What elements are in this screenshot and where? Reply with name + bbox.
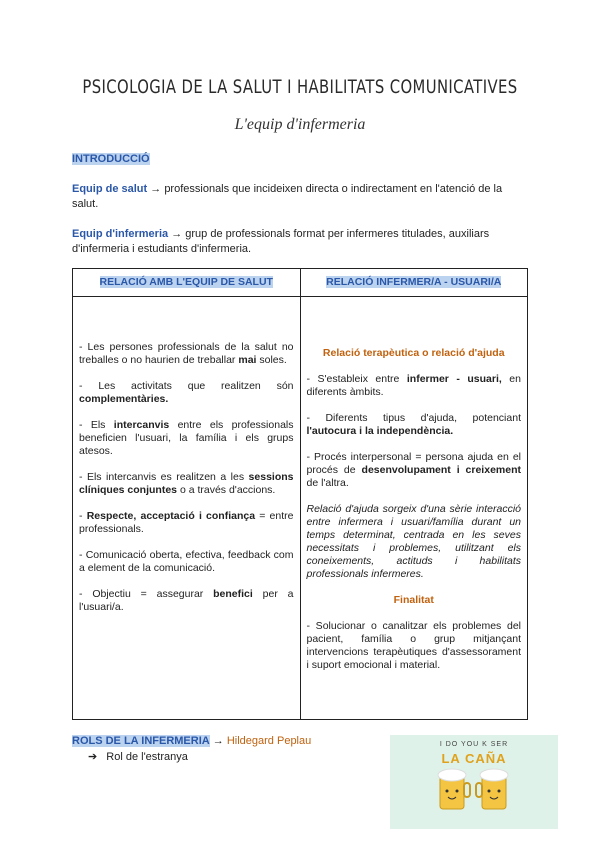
intro-heading-text: INTRODUCCIÓ	[72, 153, 150, 165]
right-subheading: Relació terapèutica o relació d'ajuda	[322, 347, 505, 359]
intro-heading	[72, 153, 150, 165]
intro-paragraph-equip-infermeria: Equip d'infermeria → grup de professionals format per infermeres titulades, auxiliars d'infermeria i estudiants d'infermeria.	[72, 228, 490, 255]
definition-equip-infermeria: grup de professionals format per infermeres titulades, auxiliars d'infermeria i estudiants d'infermeria.	[72, 228, 490, 255]
page-title: PSICOLOGIA DE LA SALUT I HABILITATS COMUNICATIVES	[82, 76, 518, 98]
right-column-cell	[300, 297, 528, 720]
definition-paragraph: Relació d'ajuda sorgeix d'una sèrie interacció entre infermera i usuari/família durant un temps determinat, centrada en les seves necessitats i problemes, utilitzant els coneixements, actituds i habilitats professionals infermeres.	[306, 503, 521, 580]
rols-heading-text: ROLS DE LA INFERMERIA	[72, 735, 210, 747]
relations-table	[72, 268, 528, 720]
term-equip-salut: Equip de salut	[72, 183, 148, 195]
left-column-cell	[73, 297, 301, 720]
arrow-icon: ➔	[88, 751, 98, 763]
rols-heading: ROLS DE LA INFERMERIA → Hildegard Peplau	[72, 735, 312, 747]
page-subtitle: L'equip d'infermeria	[234, 116, 366, 133]
list-item: - Diferents tipus d'ajuda, potenciant l'autocura i la independència.	[306, 412, 521, 437]
finalitat-text: - Solucionar o canalitzar els problemes del pacient, família o grup mitjançant intervencions terapèutiques d'assessorament i suport emocional i material.	[306, 620, 521, 671]
beer-mugs-icon	[390, 735, 558, 829]
list-item: - Les activitats que realitzen són complementàries.	[79, 380, 294, 405]
list-item: - Els intercanvis es realitzen a les sessions clíniques conjuntes o a través d'accions.	[79, 471, 294, 496]
list-item: - Respecte, acceptació i confiança = entre professionals.	[79, 510, 294, 535]
list-item: - Objectiu = assegurar benefici per a l'usuari/a.	[79, 588, 294, 613]
logo-title: LA CAÑA	[441, 751, 507, 766]
term-equip-infermeria: Equip d'infermeria	[72, 228, 169, 240]
list-item: - Procés interpersonal = persona ajuda en el procés de desenvolupament i creixement de l'altra.	[306, 451, 521, 489]
list-item: - Els intercanvis entre els professionals beneficien l'usuari, la família i els grups atesos.	[79, 419, 294, 457]
logo-tagline: I DO YOU K SER	[439, 741, 509, 748]
left-column-header: RELACIÓ AMB L'EQUIP DE SALUT	[73, 269, 301, 297]
la-cana-logo	[390, 735, 558, 829]
list-item: - Comunicació oberta, efectiva, feedback com a element de la comunicació.	[79, 549, 294, 574]
finalitat-heading: Finalitat	[393, 594, 434, 606]
rols-list-item: ➔ Rol de l'estranya	[88, 751, 188, 763]
list-item: - Les persones professionals de la salut no treballes o no haurien de treballar mai soles.	[79, 341, 294, 366]
intro-paragraph-equip-salut: Equip de salut → professionals que incideixen directa o indirectament en l'atenció de la salut.	[72, 183, 503, 210]
right-column-header: RELACIÓ INFERMER/A - USUARI/A	[300, 269, 528, 297]
list-item: - S'estableix entre infermer - usuari, en diferents àmbits.	[306, 373, 521, 398]
definition-equip-salut: professionals que incideixen directa o indirectament en l'atenció de la salut.	[72, 183, 503, 210]
rols-author: Hildegard Peplau	[226, 735, 312, 747]
